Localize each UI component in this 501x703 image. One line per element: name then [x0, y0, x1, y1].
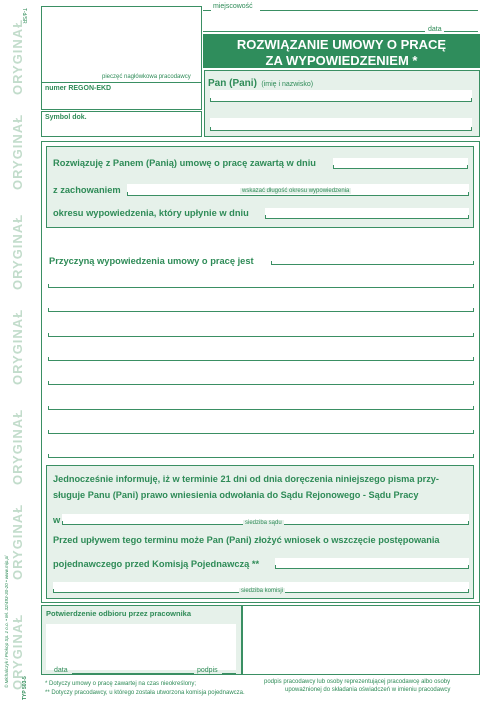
receipt-title: Potwierdzenie odbioru przez pracownika: [46, 609, 192, 618]
form-code-bottom: TYP 503-5: [22, 676, 28, 700]
notice-period-field[interactable]: [127, 195, 469, 196]
date-label: data: [428, 26, 442, 33]
reason-line[interactable]: [48, 311, 474, 312]
form-code-top: T-d/SR: [21, 8, 27, 24]
place-label: miejscowość: [213, 3, 253, 10]
watermark-text: ORYGINAŁ: [10, 308, 25, 385]
commission-field-1[interactable]: [275, 568, 469, 569]
receipt-sig-line[interactable]: [222, 673, 236, 674]
contract-date-field[interactable]: [333, 168, 468, 169]
reason-line[interactable]: [48, 457, 474, 458]
field-bg: [275, 558, 469, 568]
termination-line-1: Rozwiązuję z Panem (Panią) umowę o pracę zawartą w dniu: [53, 158, 316, 168]
termination-line-3: okresu wypowiedzenia, który upłynie w dniu: [53, 208, 249, 218]
addressee-line-bg: [210, 90, 472, 101]
title-line-2: ZA WYPOWIEDZENIEM *: [265, 53, 418, 68]
conciliation-line-2: pojednawczego przed Komisją Pojednawczą **: [53, 559, 260, 569]
appeal-line-2: sługuje Panu (Pani) prawo wniesienia odwołania do Sądu Rejonowego - Sądu Pracy: [53, 490, 419, 500]
reason-line[interactable]: [48, 433, 474, 434]
field-bg: [333, 158, 468, 168]
publisher-line: © Michalczyk i Prokop Sp. z o.o. • tel. 32/493-30-20 • www.mip.pl: [4, 555, 9, 688]
watermark-text: ORYGINAŁ: [10, 408, 25, 485]
appeal-line-1: Jednocześnie informuję, iż w terminie 21 dni od dnia doręczenia niniejszego pisma przy-: [53, 474, 439, 484]
watermark-text: ORYGINAŁ: [10, 213, 25, 290]
watermark-text: ORYGINAŁ: [10, 503, 25, 580]
addressee-hint: (imię i nazwisko): [261, 81, 314, 88]
regon-label: numer REGON-EKD: [45, 85, 112, 92]
addressee-label-text: Pan (Pani): [208, 78, 257, 89]
symbol-label: Symbol dok.: [45, 114, 87, 121]
watermark-text: ORYGINAŁ: [10, 613, 25, 690]
receipt-date-line[interactable]: [72, 673, 194, 674]
employer-sig-caption-2: upoważnionej do składania oświadczeń w imieniu pracodawcy: [285, 687, 451, 693]
notice-end-date-field[interactable]: [265, 218, 469, 219]
receipt-date-label: data: [54, 667, 68, 674]
commission-seat-hint: siedziba komisji: [241, 588, 284, 594]
stamp-label: pieczęć nagłówkowa pracodawcy: [102, 74, 191, 80]
watermark-text: ORYGINAŁ: [10, 113, 25, 190]
conciliation-line-1: Przed upływem tego terminu może Pan (Pani) złożyć wniosek o wszczęcie postępowania: [53, 535, 440, 545]
stamp-box[interactable]: [41, 6, 202, 83]
notice-period-hint: wskazać długość okresu wypowiedzenia: [242, 188, 350, 194]
sidebar-strip: [0, 0, 32, 703]
addressee-line-1b[interactable]: [210, 101, 472, 102]
reason-line-0[interactable]: [271, 264, 474, 265]
watermark-text: ORYGINAŁ: [10, 18, 25, 95]
addressee-line-2[interactable]: [210, 130, 472, 131]
title-banner: [203, 34, 480, 68]
place-line[interactable]: [203, 10, 211, 11]
appeal-line-w: w: [53, 515, 61, 525]
footnote-1: * Dotyczy umowy o pracę zawartej na czas nieokreślony;: [45, 681, 197, 687]
field-bg: [265, 208, 469, 218]
date-line-end: [444, 31, 478, 32]
receipt-signature-label: podpis: [197, 667, 218, 674]
place-line-rest[interactable]: [260, 10, 478, 11]
reason-line[interactable]: [48, 287, 474, 288]
employer-sig-caption-1: podpis pracodawcy lub osoby reprezentującej pracodawcę albo osoby: [264, 679, 451, 685]
court-seat-hint: siedziba sądu: [245, 520, 282, 526]
title-line-1: ROZWIĄZANIE UMOWY O PRACĘ: [236, 37, 447, 52]
reason-line[interactable]: [48, 360, 474, 361]
date-line[interactable]: [203, 31, 425, 32]
reason-line[interactable]: [48, 384, 474, 385]
employer-signature-box[interactable]: [242, 605, 480, 675]
addressee-label: [208, 73, 313, 91]
addressee-line-bg-2: [210, 118, 472, 130]
field-bg: [46, 624, 236, 670]
termination-line-2: z zachowaniem: [53, 185, 121, 195]
reason-line[interactable]: [48, 336, 474, 337]
appeal-info-section: [46, 465, 474, 599]
footnote-2: ** Dotyczy pracodawcy, u którego została utworzona komisja pojednawcza.: [45, 690, 245, 696]
reason-line[interactable]: [48, 409, 474, 410]
reason-label: Przyczyną wypowiedzenia umowy o pracę jest: [49, 256, 254, 266]
